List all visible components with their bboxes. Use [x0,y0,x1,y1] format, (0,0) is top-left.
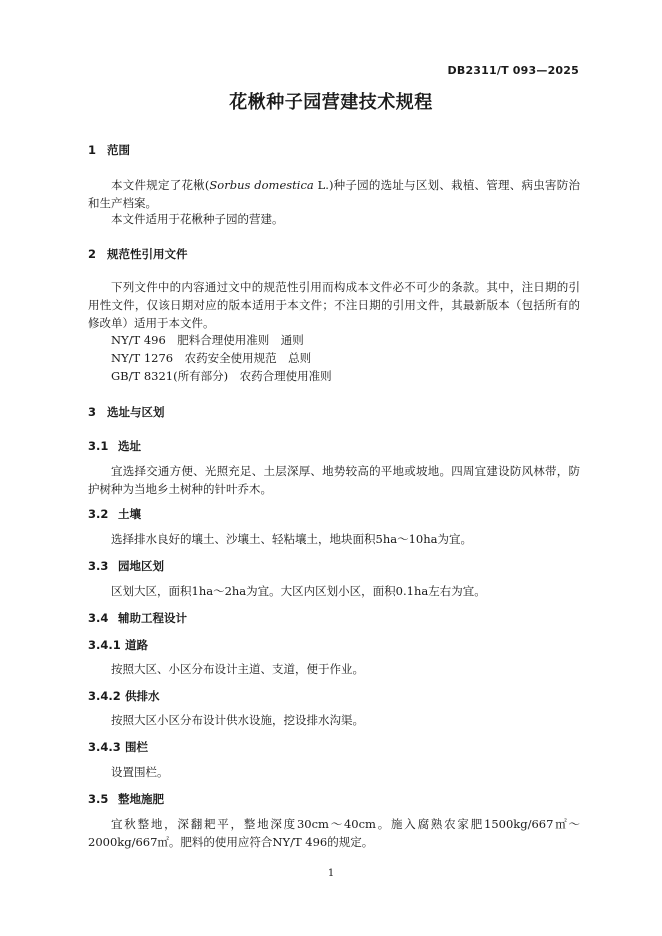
normative-reference: NY/T 496 肥料合理使用准则 通则 [111,333,304,347]
normative-reference: NY/T 1276 农药安全使用规范 总则 [111,351,312,365]
section-number: 3.4 [88,611,109,625]
section-title: 选址 [118,439,141,453]
section-title: 道路 [125,638,148,652]
section-1-paragraph-1: 本文件规定了花楸(Sorbus domestica L.)种子园的选址与区划、栽植、管理、病虫害防治和生产档案。 [88,178,580,210]
section-number: 3.1 [88,439,109,453]
section-number: 3 [88,405,97,419]
page-number: 1 [327,868,335,879]
section-number: 3.4.1 [88,638,121,652]
section-title: 选址与区划 [107,405,165,419]
doc-title: 花楸种子园营建技术规程 [229,92,433,113]
section-2-paragraph-1: 下列文件中的内容通过文中的规范性引用而构成本文件必不可少的条款。其中，注日期的引用性文件，仅该日期对应的版本适用于本文件；不注日期的引用文件，其最新版本（包括所有的修改单）适用于本文件。 [88,280,580,330]
section-number: 3.4.2 [88,689,121,703]
section-number: 2 [88,247,97,261]
section-3-4-2-heading [88,688,160,704]
doc-code: DB2311/T 093—2025 [447,64,579,77]
section-3-2-text: 选择排水良好的壤土、沙壤土、轻粘壤土，地块面积5ha～10ha为宜。 [111,532,472,546]
section-3-5-heading [88,791,164,807]
section-1-paragraph-2: 本文件适用于花楸种子园的营建。 [111,212,284,226]
section-title: 范围 [107,143,130,157]
section-3-4-heading [88,610,187,626]
section-3-4-3-heading [88,739,148,755]
section-3-2-heading [88,506,141,522]
section-title: 辅助工程设计 [118,611,187,625]
latin-name: Sorbus domestica [209,178,314,192]
section-1-heading [88,142,130,158]
section-title: 整地施肥 [118,792,164,806]
section-title: 供排水 [125,689,160,703]
section-2-heading [88,246,188,262]
section-title: 园地区划 [118,559,164,573]
section-title: 土壤 [118,507,141,521]
section-3-4-3-text: 设置围栏。 [111,765,169,779]
section-number: 3.4.3 [88,740,121,754]
section-3-1-heading [88,438,141,454]
normative-reference: GB/T 8321(所有部分) 农药合理使用准则 [111,369,332,383]
section-3-5-text: 宜秋整地，深翻耙平，整地深度30cm～40cm。施入腐熟农家肥1500kg/667㎡～2000kg/667㎡。肥料的使用应符合NY/T 496的规定。 [88,817,580,849]
section-3-1-text: 宜选择交通方便、光照充足、土层深厚、地势较高的平地或坡地。四周宜建设防风林带，防护树种为当地乡土树种的针叶乔木。 [88,464,580,496]
section-3-heading [88,404,165,420]
section-number: 3.3 [88,559,109,573]
section-3-4-2-text: 按照大区小区分布设计供水设施，挖设排水沟渠。 [111,713,364,727]
section-3-3-heading [88,558,164,574]
section-title: 规范性引用文件 [107,247,188,261]
section-3-4-1-heading [88,637,148,653]
section-3-3-text: 区划大区，面积1ha～2ha为宜。大区内区划小区，面积0.1ha左右为宜。 [111,584,486,598]
section-number: 1 [88,143,97,157]
section-title: 围栏 [125,740,148,754]
section-number: 3.5 [88,792,109,806]
section-3-4-1-text: 按照大区、小区分布设计主道、支道，便于作业。 [111,662,364,676]
section-number: 3.2 [88,507,109,521]
